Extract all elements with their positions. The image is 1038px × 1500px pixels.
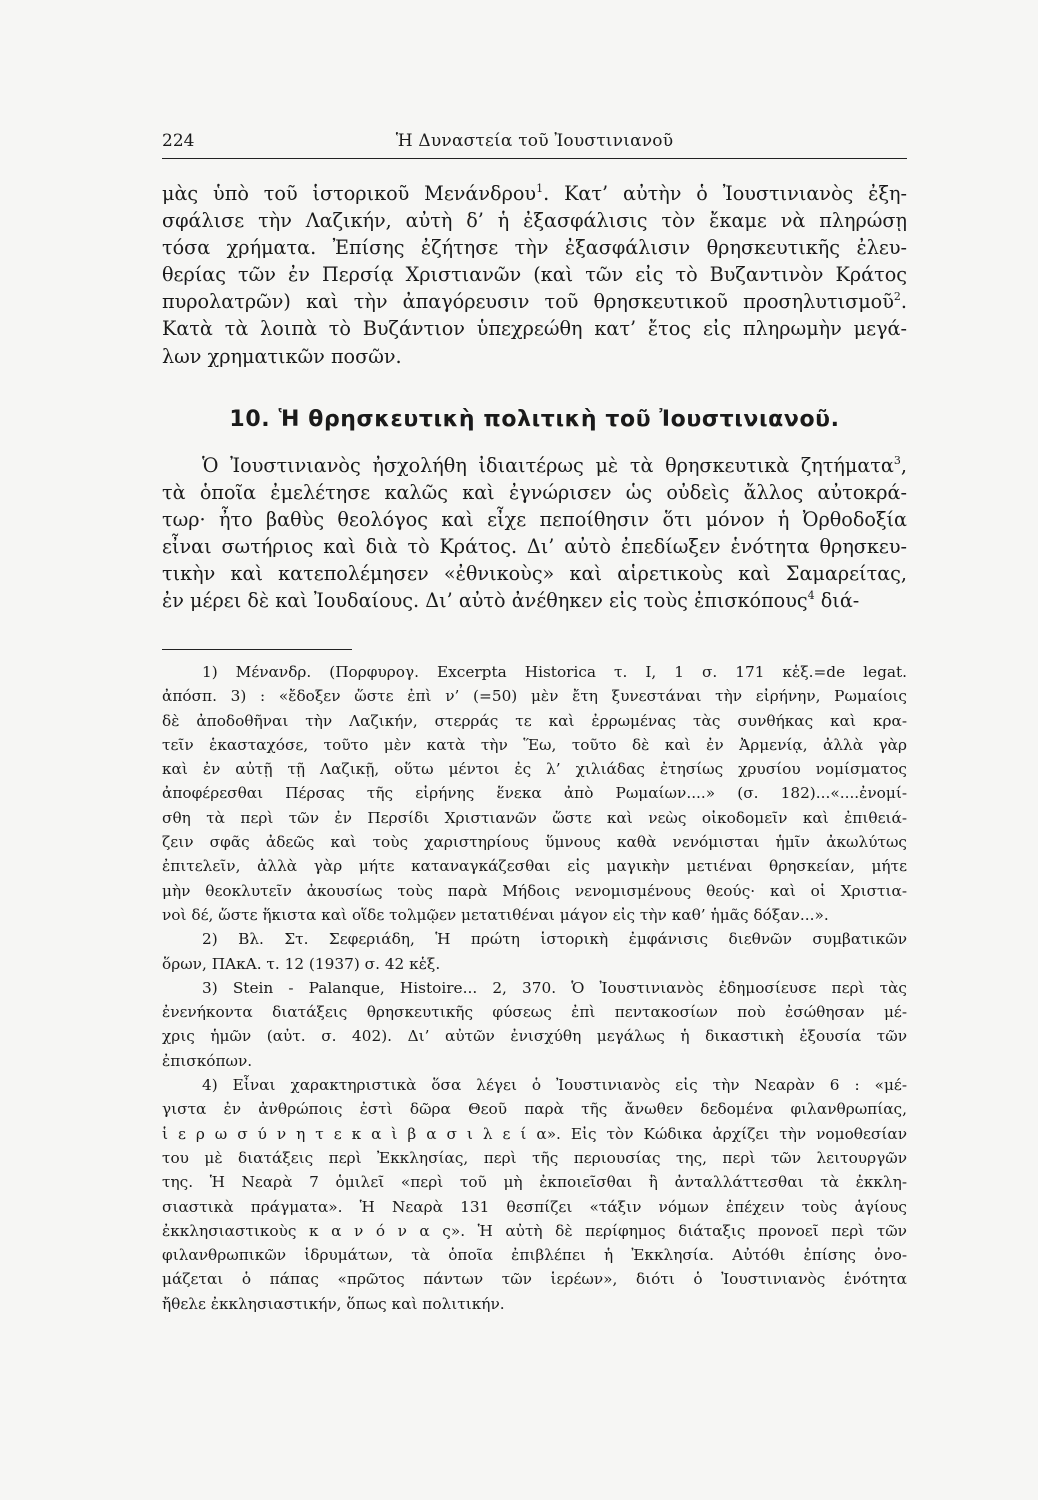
footnote-line [162,806,907,830]
footnote-line [162,781,907,805]
line-text: μὴν θεοκλυτεῖν ἀκουσίως τοὺς παρὰ Μήδοις νενομισμένους θεούς· καὶ οἱ Χριστια- [162,881,907,900]
line-text: 3) Stein - Palanque, Histoire... 2, 370. Ὁ Ἰουστινιανὸς ἐδημοσίευσε περὶ τὰς [202,978,907,997]
footnote-line [162,1292,907,1316]
text-line [162,261,907,288]
footnote-line [162,1024,907,1048]
text-line [162,207,907,234]
footnote-line [162,757,907,781]
footnote-rule [162,649,352,650]
text-line [162,234,907,261]
line-text: τικὴν καὶ κατεπολέμησεν «ἐθνικοὺς» καὶ αἱρετικοὺς καὶ Σαμαρείτας, [162,562,907,586]
footnote-line [162,854,907,878]
footnote-line [162,1195,907,1219]
footnote-line [162,1267,907,1291]
footnote-line [162,903,907,927]
line-text: τὰ ὁποῖα ἐμελέτησε καλῶς καὶ ἐγνώρισεν ὡς οὐδεὶς ἄλλος αὐτοκρά- [162,481,907,505]
footnote-line [162,1243,907,1267]
footnote-line [162,879,907,903]
footnote-line [162,1073,907,1097]
footnote-line [162,684,907,708]
line-text: ἀποφέρεσθαι Πέρσας τῆς εἰρήνης ἕνεκα ἀπὸ Ρωμαίων....» (σ. 182)...«....ἐνομί- [162,784,907,803]
text-line [162,533,907,560]
footnote-line [162,976,907,1000]
line-text: εἶναι σωτήριος καὶ διὰ τὸ Κράτος. Δι’ αὐτὸ ἐπεδίωξεν ἑνότητα θρησκευ- [162,535,907,559]
line-text: Κατὰ τὰ λοιπὰ τὸ Βυζάντιον ὑπεχρεώθη κατ’ ἔτος εἰς πληρωμὴν μεγά- [162,317,907,341]
line-text: μὰς ὑπὸ τοῦ ἱστορικοῦ Μενάνδρου [162,182,537,205]
footnote-marker: 4 [807,589,815,603]
line-text: ἐνενήκοντα διατάξεις θρησκευτικῆς φύσεως ἐπὶ πεντακοσίων ποὺ ἐσώθησαν μέ- [162,1003,907,1022]
line-text: τόσα χρήματα. Ἐπίσης ἐζήτησε τὴν ἐξασφάλισιν θρησκευτικῆς ἐλευ- [162,236,907,260]
line-text: ἀπόσπ. 3) : «ἔδοξεν ὥστε ἐπὶ ν’ (=50) μὲν ἔτη ξυνεστάναι τὴν εἰρήνην, Ρωμαίοις [162,687,907,706]
line-text: ἐπισκόπων. [162,1051,253,1070]
line-text: ἱ ε ρ ω σ ύ ν η τ ε κ α ὶ β α σ ι λ ε ί α». Εἰς τὸν Κώδικα ἀρχίζει τὴν νομοθεσίαν [162,1124,907,1143]
header-rule [162,158,907,159]
footnote-marker: 2 [893,290,901,304]
section-title: Ἡ θρησκευτικὴ πολιτικὴ τοῦ Ἰουστινιανοῦ. [278,407,840,432]
line-text: 2) Βλ. Στ. Σεφεριάδη, Ἡ πρώτη ἱστορικὴ ἐμφάνισις διεθνῶν συμβατικῶν [202,930,907,949]
line-text: νοὶ δέ, ὥστε ἥκιστα καὶ οἵδε τολμῷεν μετατιθέναι μάγον εἰς τὴν καθ’ ἡμᾶς δόξαν...». [162,905,829,924]
line-text: μάζεται ὁ πάπας «πρῶτος πάντων τῶν ἱερέων», διότι ὁ Ἰουστινιανὸς ἑνότητα [162,1270,907,1289]
page-number: 224 [162,131,195,151]
line-text: 1) Μένανδρ. (Πορφυρογ. Excerpta Historica τ. I, 1 σ. 171 κἑξ.=de legat. [202,663,907,681]
line-text: ἐπιτελεῖν, ἀλλὰ γὰρ μήτε καταναγκάζεσθαι εἰς μαγικὴν μετιέναι θρησκείαν, μήτε [162,857,907,876]
section-heading [162,405,907,435]
text-line [162,180,907,207]
line-text-continued: διά- [814,589,860,613]
text-line [162,452,907,479]
paragraph-continuation [162,180,907,370]
line-text: λων χρηματικῶν ποσῶν. [162,344,402,368]
line-text-continued: . Κατ’ αὐτὴν ὁ Ἰουστινιανὸς ἐξη- [543,182,907,205]
line-text: θερίας τῶν ἐν Περσίᾳ Χριστιανῶν (καὶ τῶν εἰς τὸ Βυζαντινὸν Κράτος [162,263,907,287]
paragraph-religious-policy [162,452,907,615]
footnote-line [162,1219,907,1243]
line-text: σφάλισε τὴν Λαζικήν, αὐτὴ δ’ ἡ ἐξασφάλισις τὸν ἔκαμε νὰ πληρώσῃ [162,209,907,233]
line-text: γιστα ἐν ἀνθρώποις ἐστὶ δῶρα Θεοῦ παρὰ τῆς ἄνωθεν δεδομένα φιλανθρωπίας, [162,1100,907,1119]
footnote-line [162,830,907,854]
page-header [162,130,907,156]
footnote-line [162,1170,907,1194]
text-line [162,315,907,342]
footnotes [162,660,907,1316]
line-text: δὲ ἀποδοθῆναι τὴν Λαζικήν, στερράς τε καὶ ἐρρωμένας τὰς συνθήκας καὶ κρα- [162,711,907,730]
text-line [162,288,907,315]
line-text: χρις ἡμῶν (αὐτ. σ. 402). Δι’ αὐτῶν ἐνισχύθη μεγάλως ἡ δικαστικὴ ἐξουσία τῶν [162,1027,907,1046]
text-line [162,343,907,370]
line-text: ζειν σφᾶς ἀδεῶς καὶ τοὺς χαριστηρίους ὕμνους καθὰ νενόμισται ἡμῖν ἀκωλύτως [162,833,907,852]
footnote-line [162,1049,907,1073]
line-text: 4) Εἶναι χαρακτηριστικὰ ὅσα λέγει ὁ Ἰουστινιανὸς εἰς τὴν Νεαρὰν 6 : «μέ- [202,1076,907,1095]
text-line [162,587,907,614]
line-text: φιλανθρωπικῶν ἱδρυμάτων, τὰ ὁποῖα ἐπιβλέπει ἡ Ἐκκλησία. Αὐτόθι ἐπίσης ὀνο- [162,1246,907,1265]
line-text: σθη τὰ περὶ τῶν ἐν Περσίδι Χριστιανῶν ὥστε καὶ νεὼς οἰκοδομεῖν καὶ ἐπιθειά- [162,808,907,827]
footnote-line [162,1146,907,1170]
footnote-line [162,1097,907,1121]
footnote-line [162,733,907,757]
line-text: τεῖν ἑκασταχόσε, τοῦτο μὲν κατὰ τὴν Ἕω, τοῦτο δὲ καὶ ἐν Ἀρμενίᾳ, ἀλλὰ γὰρ [162,735,907,754]
footnote-marker: 3 [893,454,901,467]
footnote-line [162,952,907,976]
line-text: ὅρων, ΠΑκΑ. τ. 12 (1937) σ. 42 κἑξ. [162,954,441,973]
footnote-line [162,1000,907,1024]
line-text: ἐκκλησιαστικοὺς κ α ν ό ν α ς». Ἡ αὐτὴ δὲ περίφημος διάταξις προνοεῖ περὶ τῶν [162,1221,907,1240]
section-number: 10. [229,407,271,432]
footnote-line [162,709,907,733]
line-text: της. Ἡ Νεαρὰ 7 ὁμιλεῖ «περὶ τοῦ μὴ ἐκποιεῖσθαι ἢ ἀνταλλάττεσθαι τὰ ἐκκλη- [162,1173,907,1192]
line-text: του μὲ διατάξεις περὶ Ἐκκλησίας, περὶ τῆς περιουσίας της, περὶ τῶν λειτουργῶν [162,1148,907,1167]
footnote-line [162,660,907,684]
footnote-line [162,1122,907,1146]
text-line [162,560,907,587]
line-text: ἐν μέρει δὲ καὶ Ἰουδαίους. Δι’ αὐτὸ ἀνέθηκεν εἰς τοὺς ἐπισκόπους [162,589,808,613]
text-line [162,506,907,533]
running-title: Ἡ Δυναστεία τοῦ Ἰουστινιανοῦ [395,131,674,151]
footnote-marker: 1 [536,182,544,195]
line-text: πυρολατρῶν) καὶ τὴν ἀπαγόρευσιν τοῦ θρησκευτικοῦ προσηλυτισμοῦ [162,290,894,314]
line-text: Ὁ Ἰουστινιανὸς ἠσχολήθη ἰδιαιτέρως μὲ τὰ θρησκευτικὰ ζητήματα [202,454,894,477]
footnote-line [162,927,907,951]
line-text: καὶ ἐν αὐτῇ τῇ Λαζικῇ, οὕτω μέντοι ἐς λ’ χιλιάδας ἐτησίως χρυσίου νομίσματος [162,760,907,779]
text-line [162,479,907,506]
line-text: ἤθελε ἐκκλησιαστικήν, ὅπως καὶ πολιτικήν. [162,1294,505,1313]
line-text: τωρ· ἦτο βαθὺς θεολόγος καὶ εἶχε πεποίθησιν ὅτι μόνον ἡ Ὀρθοδοξία [162,508,907,532]
line-text-continued: . [900,290,907,314]
line-text: σιαστικὰ πράγματα». Ἡ Νεαρὰ 131 θεσπίζει «τάξιν νόμων ἐπέχειν τοὺς ἁγίους [162,1197,907,1216]
line-text-continued: , [900,454,907,477]
